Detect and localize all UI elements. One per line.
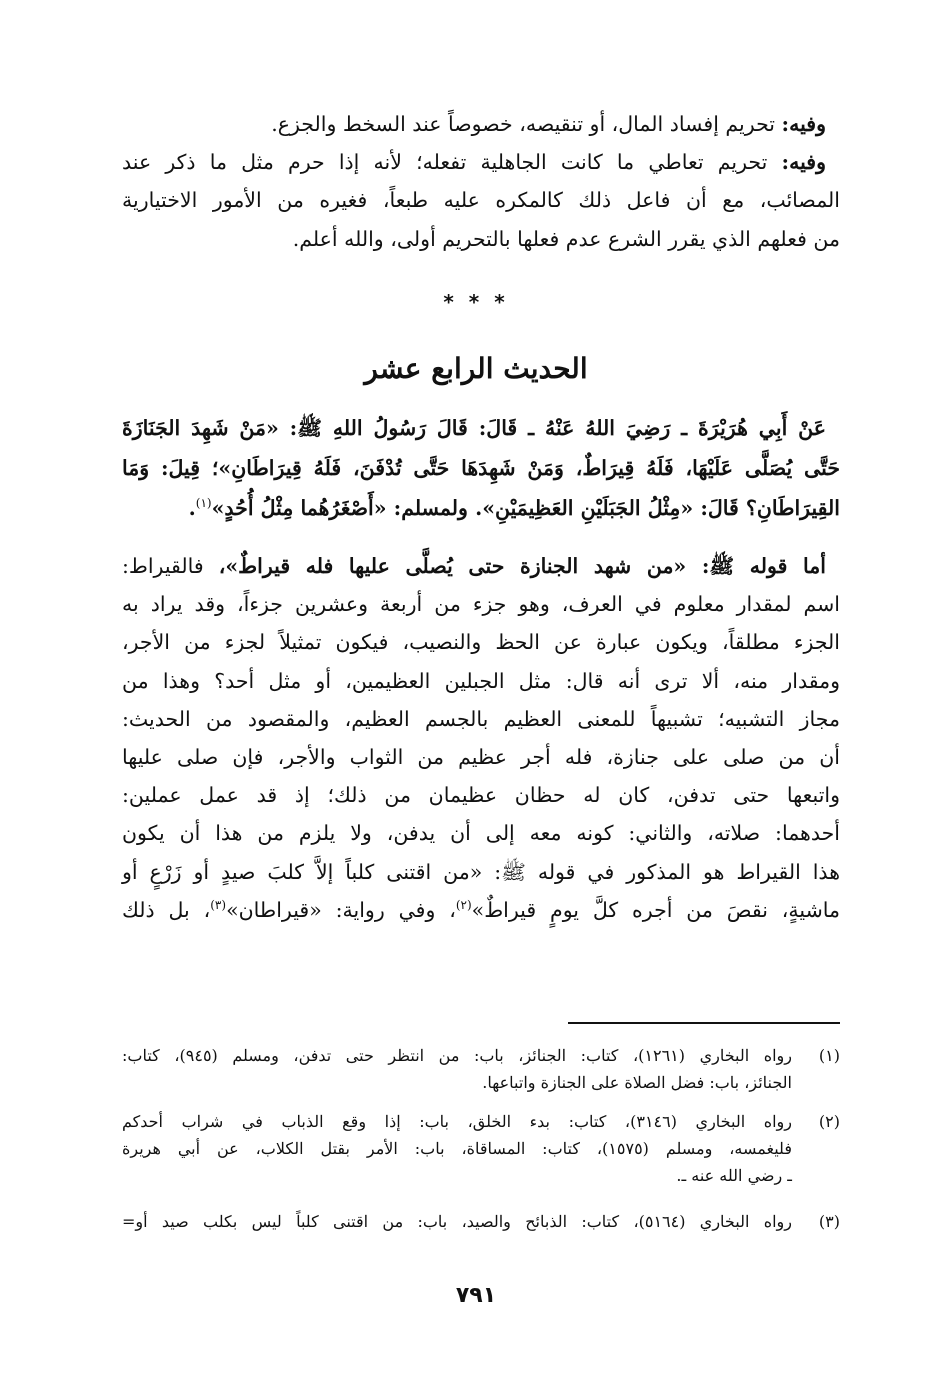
paragraph-2-line-2: المصائب، مع أن فاعل ذلك كالمكره عليه طبعاً، فغيره من الأمور الاختيارية (122, 188, 840, 213)
commentary-line-10 (122, 891, 840, 929)
commentary-last-part-3: ، بل ذلك (122, 897, 211, 922)
footnote-3 (122, 1208, 840, 1235)
footnote-3-line-1: رواه البخاري (٥١٦٤)، كتاب: الذبائح والصيد، باب: من اقتنى كلباً ليس بكلب صيد أو= (122, 1212, 792, 1231)
paragraph-2-label: وفيه: (781, 150, 826, 175)
commentary-line-9: هذا القيراط هو المذكور في قوله ﷺ: «من اقتنى كلباً إلاَّ كلبَ صيدٍ أو زَرْعٍ أو (122, 859, 840, 884)
commentary-last-part-1: ماشيةٍ، نقصَ من أجره كلَّ يومٍ قيراطٌ» (471, 897, 840, 922)
commentary-line-7: واتبعها حتى تدفن، كان له حظان عظيمان من ذلك؛ إذ قد عمل عملين: (122, 783, 840, 808)
footnote-ref-1[interactable]: (١) (195, 496, 212, 511)
hadith-line-3 (122, 488, 840, 528)
paragraph-1 (122, 105, 840, 143)
hadith-line-1: عَنْ أَبِي هُرَيْرَةَ ـ رَضِيَ اللهُ عَنْهُ ـ قَالَ: قَالَ رَسُولُ اللهِ ﷺ: «مَنْ شَهِدَ الجَنَازَةَ (122, 416, 826, 440)
commentary-line-6: أن من صلى على جنازة، فله أجر عظيم من الثواب والأجر، فإن صلى عليها (122, 745, 840, 770)
commentary-line-3: الجزء مطلقاً، ويكون عبارة عن الحظ والنصيب، فيكون تمثيلاً لجزء من الأجر، (122, 630, 840, 655)
hadith-text (122, 408, 840, 528)
footnote-divider (568, 1022, 840, 1024)
paragraph-1-label: وفيه: (781, 112, 826, 136)
footnote-2-line-3: ـ رضي الله عنه ـ. (676, 1166, 792, 1185)
footnote-ref-3[interactable]: (٣) (210, 898, 227, 912)
paragraph-2-line-1-text: تحريم تعاطي ما كانت الجاهلية تفعله؛ لأنه إذا حرم مثل ما ذكر عند (122, 150, 768, 175)
footnote-2-line-2: فليغمسه، ومسلم (١٥٧٥)، كتاب: المساقاة، باب: الأمر بقتل الكلاب، عن أبي هريرة (122, 1139, 793, 1158)
page-number: ٧٩١ (455, 1283, 497, 1308)
commentary-lead: أما قوله ﷺ: «من شهد الجنازة حتى يُصلَّى عليها فله قيراطٌ»، (218, 554, 826, 578)
footnote-2-line-1: رواه البخاري (٣١٤٦)، كتاب: بدء الخلق، باب: إذا وقع الذباب في شراب أحدكم (122, 1112, 793, 1131)
section-separator: * * * (443, 290, 509, 314)
footnote-1-number: (١) (818, 1046, 840, 1065)
commentary-last-part-2: ، وفي رواية: «قيراطان» (226, 897, 456, 922)
footnote-1-line-1: رواه البخاري (١٢٦١)، كتاب: الجنائز، باب: من انتظر حتى تدفن، ومسلم (٩٤٥)، كتاب: (122, 1046, 793, 1065)
hadith-end-mark: . (188, 496, 196, 520)
commentary-line-8: أحدهما: صلاته، والثاني: كونه معه إلى أن يدفن، ولا يلزم من هذا أن يكون (122, 821, 840, 846)
footnote-1-line-2: الجنائز، باب: فضل الصلاة على الجنازة واتباعها. (482, 1073, 792, 1092)
footnote-2-number: (٢) (818, 1112, 840, 1131)
intro-paragraphs (122, 105, 840, 258)
footnote-2 (122, 1108, 840, 1189)
commentary-line-2: اسم لمقدار معلوم في العرف، وهو جزء من أربعة وعشرين جزءاً، وقد يراد به (122, 592, 840, 617)
commentary (122, 547, 840, 929)
commentary-line-1 (122, 547, 840, 585)
section-heading: الحديث الرابع عشر (364, 352, 588, 385)
paragraph-2-line-1 (122, 143, 840, 181)
paragraph-2-line-3: من فعلهم الذي يقرر الشرع عدم فعلها بالتحريم أولى، والله أعلم. (292, 226, 840, 251)
paragraph-1-text: تحريم إفساد المال، أو تنقيصه، خصوصاً عند السخط والجزع. (271, 112, 776, 136)
commentary-line-5: مجاز التشبيه؛ تشبيهاً للمعنى العظيم بالجسم العظيم، والمقصود من الحديث: (122, 706, 840, 731)
footnote-ref-2[interactable]: (٢) (455, 898, 472, 912)
footnote-3-number: (٣) (818, 1212, 840, 1231)
commentary-line-1-end: فالقيراط: (122, 554, 204, 578)
commentary-line-4: ومقدار منه، ألا ترى أنه قال: مثل الجبلين العظيمين، أو مثل أحد؟ وهذا من (122, 668, 840, 693)
hadith-line-2: حَتَّى يُصَلَّى عَلَيْهَا، فَلَهُ قِيرَاطٌ، وَمَنْ شَهِدَهَا حَتَّى تُدْفَنَ، فَلَهُ قِيرَاطَانِ»؛ قِيلَ: وَمَا (122, 456, 840, 480)
hadith-line-3-text: القِيرَاطَانِ؟ قَالَ: «مِثْلُ الجَبَلَيْنِ العَظِيمَيْنِ». ولمسلم: «أَصْغَرُهُما مِثْلُ أُحُدٍ» (211, 496, 840, 520)
footnote-1 (122, 1042, 840, 1096)
